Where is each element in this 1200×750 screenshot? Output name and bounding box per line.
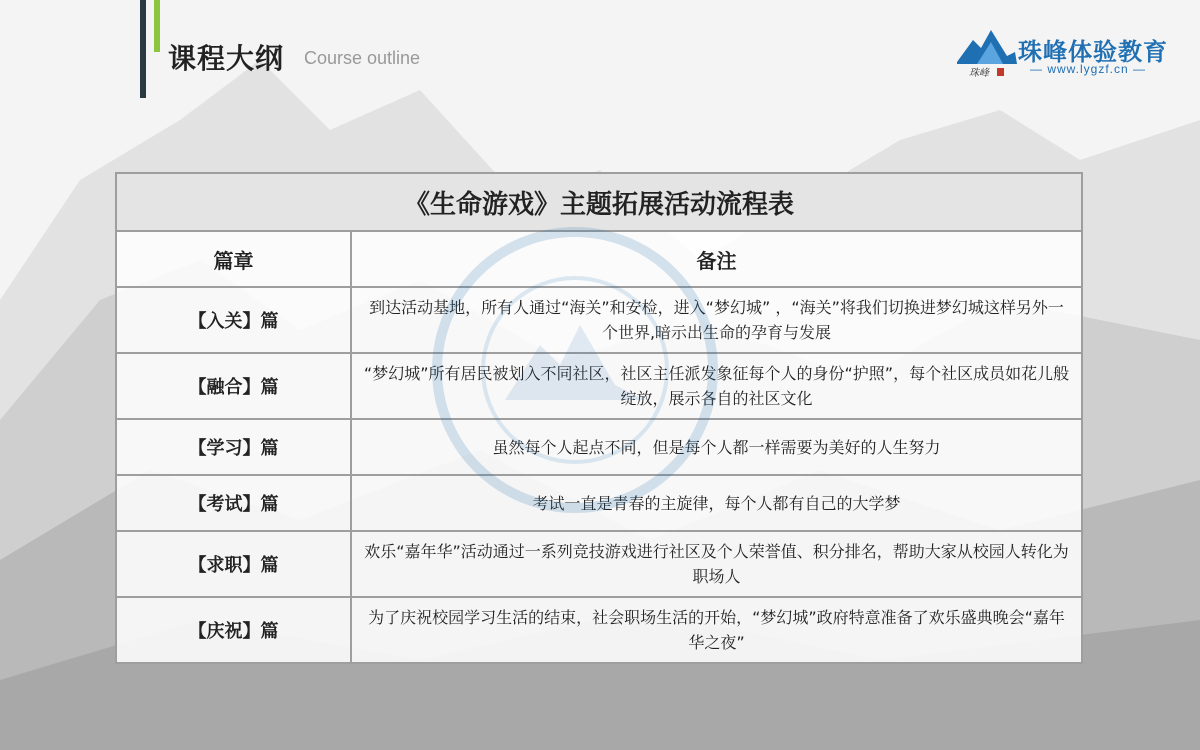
chapter-cell: 【庆祝】篇 — [116, 597, 351, 663]
note-cell: 虽然每个人起点不同，但是每个人都一样需要为美好的人生努力 — [351, 419, 1082, 475]
chapter-cell: 【求职】篇 — [116, 531, 351, 597]
page-title: 课程大纲 — [168, 42, 285, 75]
header-accent-bar-dark — [140, 0, 146, 98]
watermark-seal — [430, 225, 720, 515]
note-cell: 欢乐“嘉年华”活动通过一系列竞技游戏进行社区及个人荣誉值、积分排名，帮助大家从校园人转化为职场人 — [351, 531, 1082, 597]
table-row — [116, 597, 1082, 663]
header-accent-bar-green — [154, 0, 160, 52]
svg-text:珠峰: 珠峰 — [969, 68, 989, 79]
chapter-cell: 【入关】篇 — [116, 287, 351, 353]
column-header-note: 备注 — [351, 231, 1082, 287]
table-row — [116, 531, 1082, 597]
note-cell: 为了庆祝校园学习生活的结束，社会职场生活的开始，“梦幻城”政府特意准备了欢乐盛典晚会“嘉年华之夜” — [351, 597, 1082, 663]
page-subtitle: Course outline — [304, 48, 421, 68]
brand-url: — www.lygzf.cn — — [1030, 62, 1147, 76]
chapter-cell: 【学习】篇 — [116, 419, 351, 475]
note-cell: 考试一直是青春的主旋律，每个人都有自己的大学梦 — [351, 475, 1082, 531]
note-cell: 到达活动基地，所有人通过“海关”和安检，进入“梦幻城” ，“海关”将我们切换进梦幻城这样另外一个世界,暗示出生命的孕育与发展 — [351, 287, 1082, 353]
table-caption: 《生命游戏》主题拓展活动流程表 — [116, 173, 1082, 231]
chapter-cell: 【融合】篇 — [116, 353, 351, 419]
chapter-cell: 【考试】篇 — [116, 475, 351, 531]
note-cell: “梦幻城”所有居民被划入不同社区，社区主任派发象征每个人的身份“护照”，每个社区成员如花儿般绽放，展示各自的社区文化 — [351, 353, 1082, 419]
column-header-chapter: 篇章 — [116, 231, 351, 287]
brand-name: 珠峰体验教育 — [1018, 38, 1168, 66]
